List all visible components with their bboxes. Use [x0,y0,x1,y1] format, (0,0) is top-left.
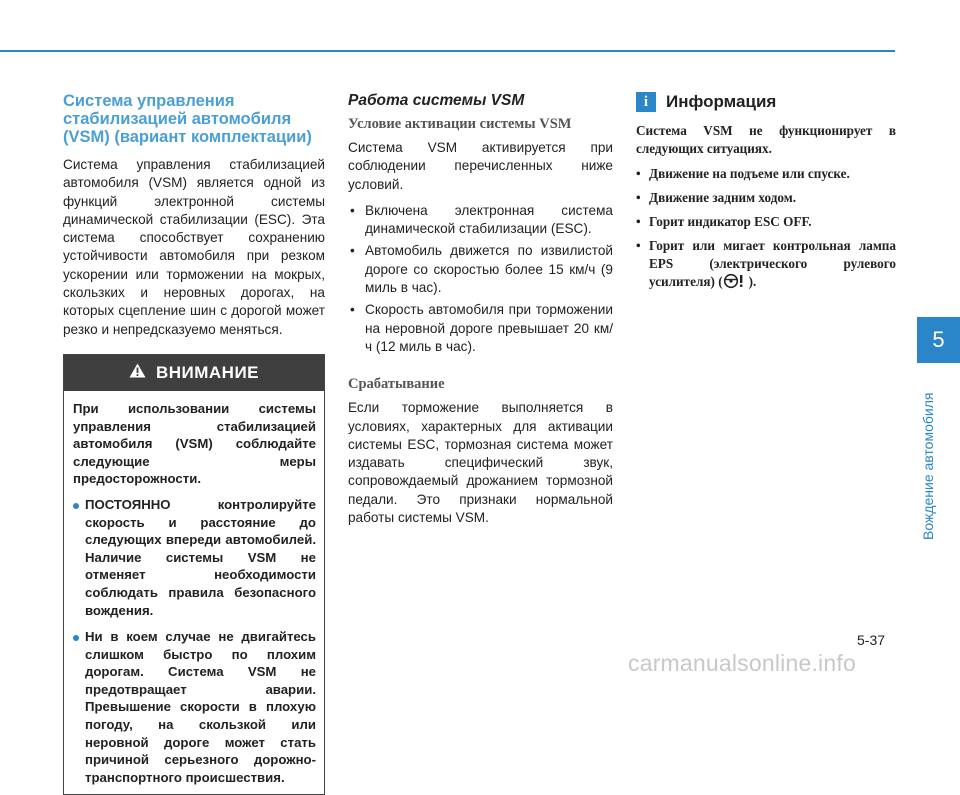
watermark: carmanualsonline.info [628,650,856,676]
list-item: • Автомобиль движется по извилистой дороге со скоростью более 15 км/ч (9 миль в час). [350,243,613,296]
warning-intro: При использовании системы управления стабилизацией автомобиля (VSM) соблюдайте следующие меры предосторожности. [73,400,316,487]
info-header [636,92,896,112]
list-item: • Включена электронная система динамической стабилизации (ESC). [350,202,613,237]
bullet-dot-icon [73,503,79,509]
eps-tail: ). [748,274,757,289]
bullet-dot-icon [73,635,79,641]
list-item-text: Горит или мигает контрольная лампа EPS (электрического рулевого усилителя) ( [649,238,896,289]
vsm-description: Система управления стабилизацией автомобиля (VSM) является одной из функций электронной системы динамической стабилизации (ESC). Эта система способствует сохранению устойчивости автомобиля при резком ускорении или торможении на мокрых, скользких и неровных дорогах, на которых сцепление шин с дорогой может резко и непредсказуемо меняться. [63,157,325,337]
warning-item-text: ПОСТОЯННО контролируйте скорость и расстояние до следующих впереди автомобилей. Наличие системы VSM не отменяет необходимости соблюдать правила безопасного вождения. [85,496,316,618]
activation-intro: Система VSM активируется при соблюдении перечисленных ниже условий. [348,140,613,192]
list-item-text: Движение на подъеме или спуске. [649,166,850,181]
warning-item [73,628,316,786]
section-heading-operation: Работа системы VSM [348,92,525,109]
info-intro: Система VSM не функционирует в следующих ситуациях. [636,123,896,156]
subheading-activation: Условие активации системы VSM [348,116,572,132]
warning-box [63,354,325,795]
list-item: • Горит или мигает контрольная лампа EPS (электрического рулевого усилителя) ( ). [636,237,896,294]
list-item-text: Включена электронная система динамической стабилизации (ESC). [365,202,613,237]
warning-body [64,391,324,794]
activation-conditions-list [348,202,613,356]
list-item-text: Движение задним ходом. [649,190,797,205]
list-item: • Движение на подъеме или спуске. [636,166,850,181]
right-column [636,92,896,300]
warning-title: ВНИМАНИЕ [155,362,260,382]
warning-item [73,496,316,619]
list-item-text: Автомобиль движется по извилистой дороге со скоростью более 15 км/ч (9 миль в час). [365,243,613,296]
eps-steering-warning-icon [723,273,749,294]
chapter-label: Вождение автомобиля [920,392,936,540]
middle-column [348,92,613,527]
triggering-description: Если торможение выполняется в условиях, характерных для активации системы ESC, тормозная система может издавать специфический звук, сопровождаемый дрожанием тормозной педали. Это признаки нормальной работы системы VSM. [348,400,613,526]
section-heading-vsm: Система управления стабилизацией автомобиля (VSM) (вариант комплектации) [63,92,312,146]
list-item: • Скорость автомобиля при торможении на неровной дороге превышает 20 км/ч (12 миль в час). [350,302,613,354]
subheading-triggering: Срабатывание [348,376,445,393]
warning-header [64,355,324,391]
info-list [636,165,896,294]
left-column [63,92,325,795]
list-item: • Движение задним ходом. [636,190,797,205]
list-item-text: Горит индикатор ESC OFF. [649,214,812,229]
list-item: • Горит индикатор ESC OFF. [636,214,812,229]
page-number: 5-37 [857,632,886,648]
chapter-tab: 5 [917,317,960,363]
warning-item-text: Ни в коем случае не двигайтесь слишком быстро по плохим дорогам. Система VSM не предотвращает аварии. Превышение скорости в плохую погоду, на скользкой или неровной дороге может стать причиной серьезного дорожно-транспортного происшествия. [85,629,316,785]
info-title: Информация [666,92,777,111]
list-item-text: Скорость автомобиля при торможении на неровной дороге превышает 20 км/ч (12 миль в час). [365,302,613,354]
warning-list [73,496,316,787]
info-icon: i [636,92,656,112]
warning-triangle-icon [129,363,146,383]
top-rule [0,50,895,52]
